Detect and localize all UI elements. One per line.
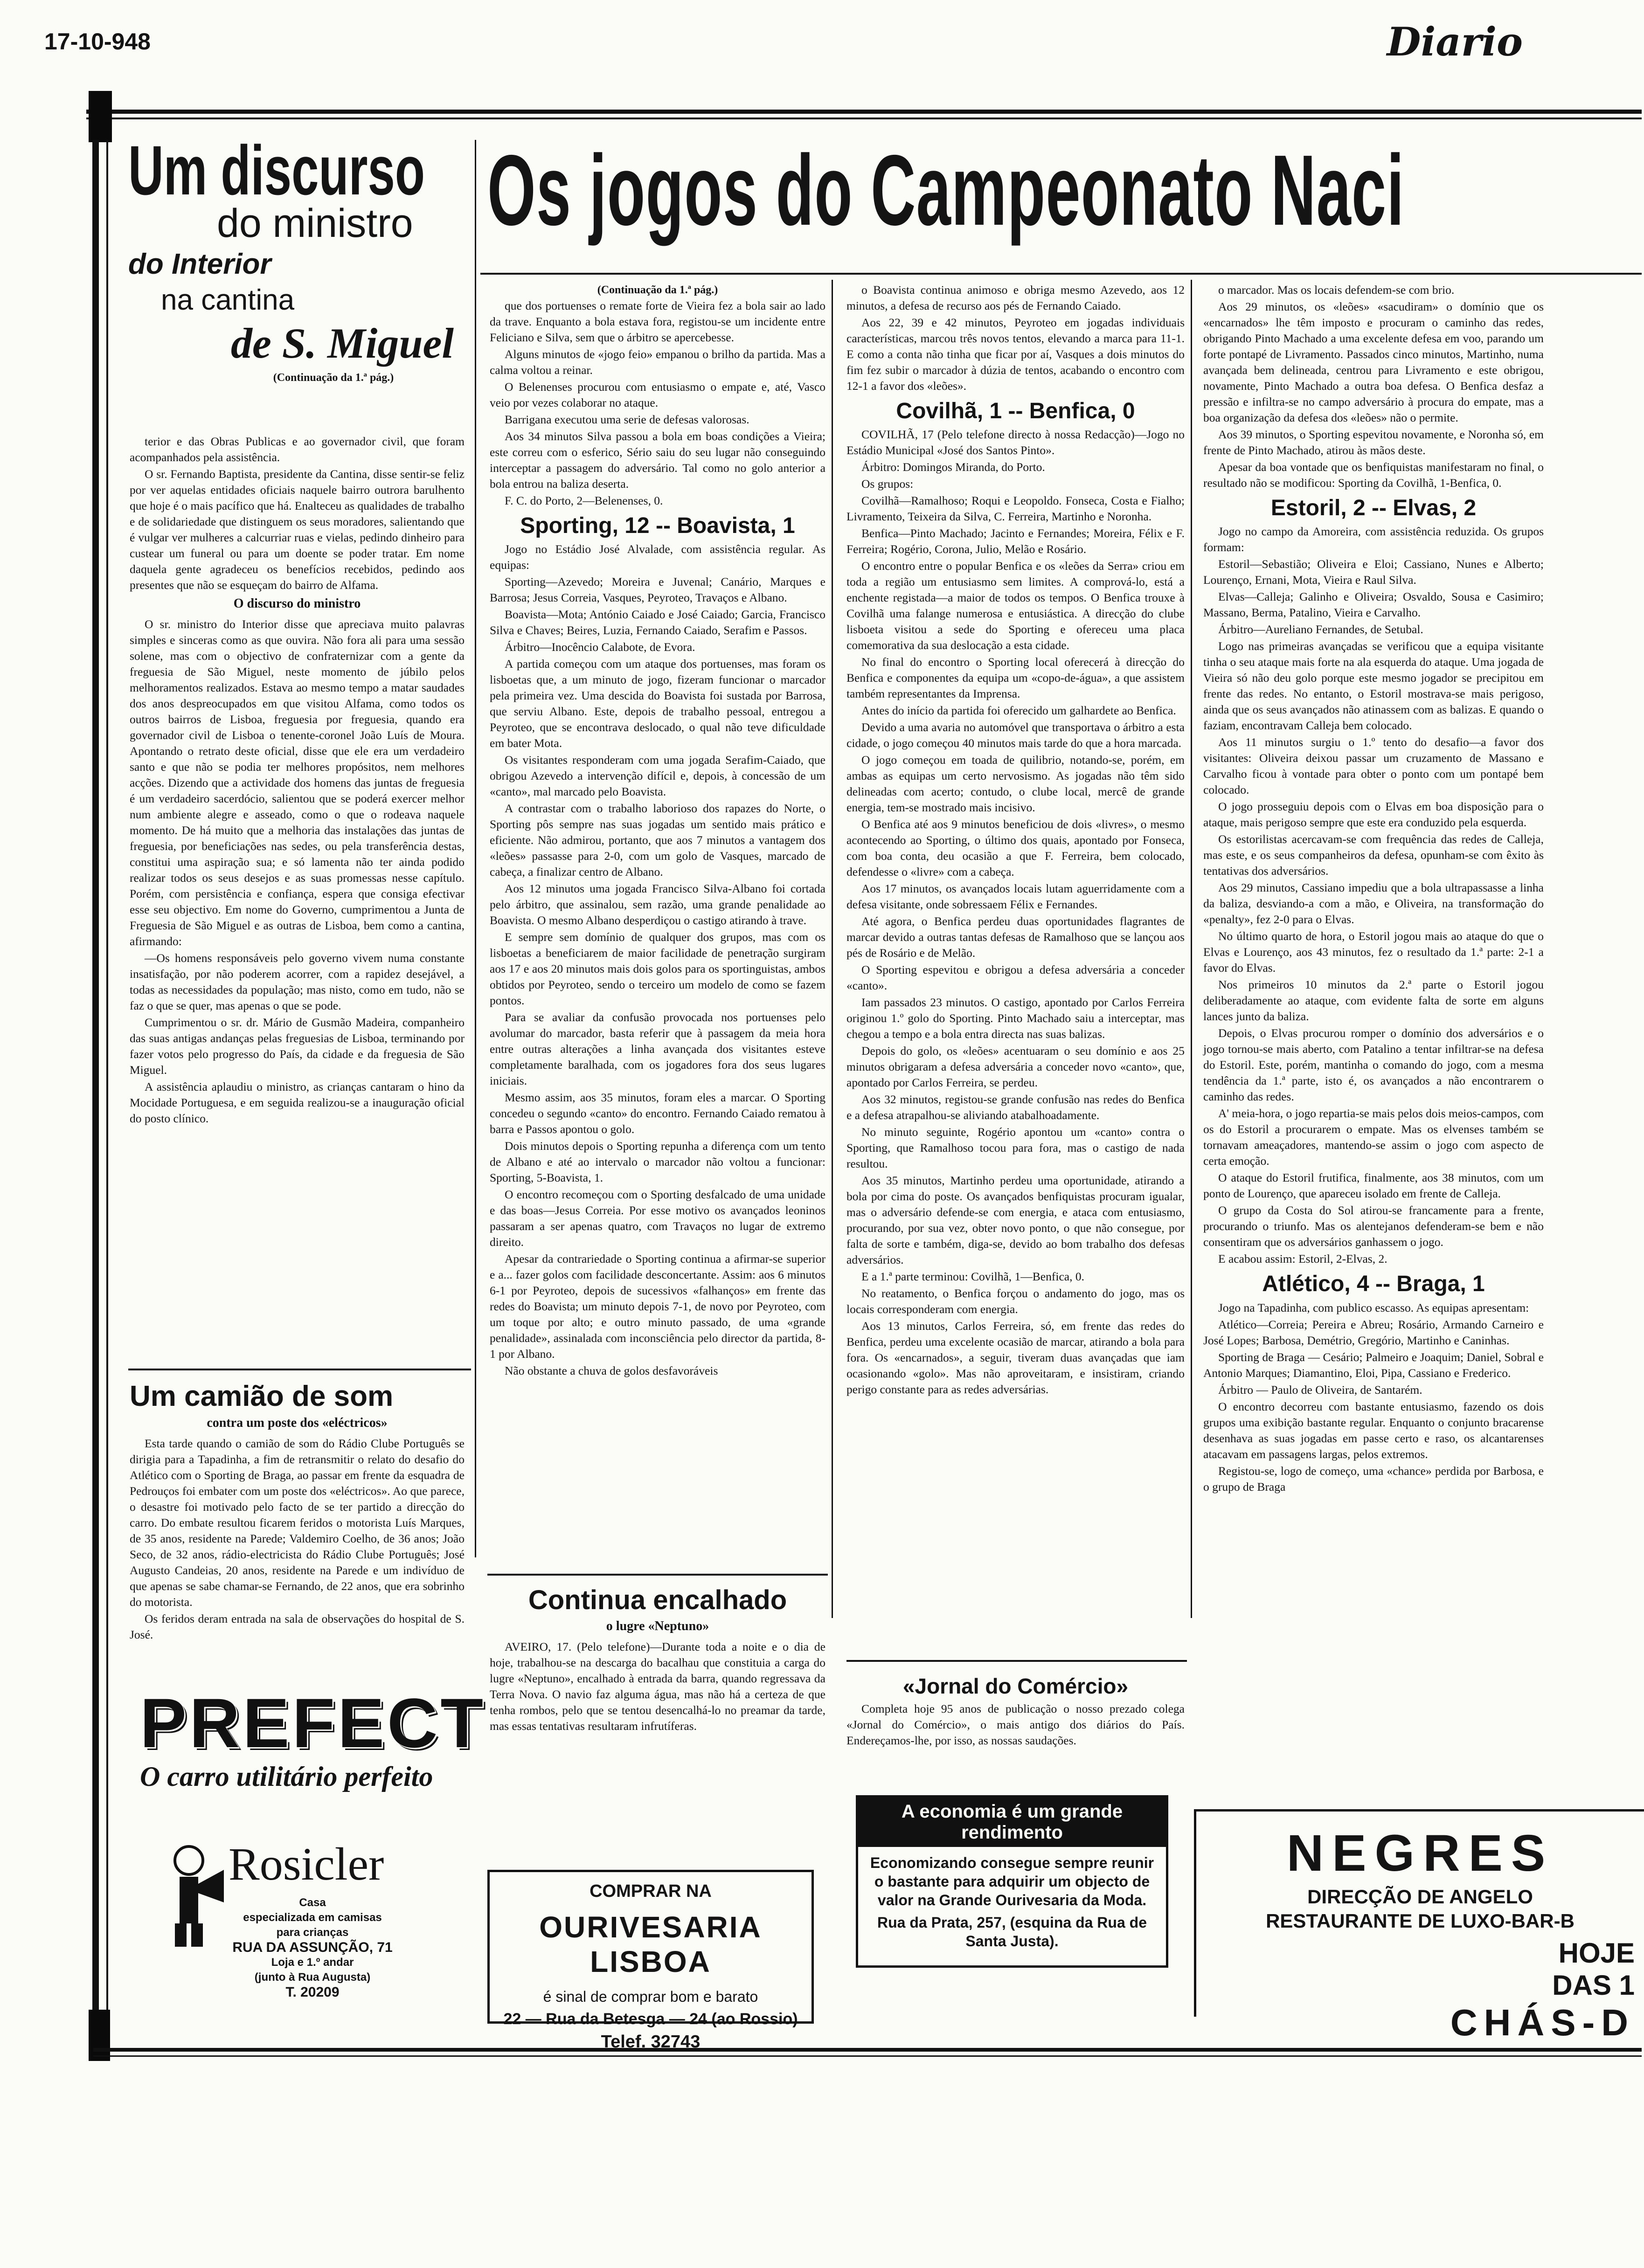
corner-marker-bottom [89,2010,110,2061]
negresco-line: RESTAURANTE DE LUXO-BAR-B [1266,1910,1575,1932]
negresco-line: HOJE [1558,1937,1635,1969]
top-rule-thin [86,118,1642,119]
paragraph: Depois do golo, os «leões» acentuaram o seu domínio e aos 25 minutos obrigaram a defesa adversária a conceder novo «canto», que, apontado por Carlos Ferreira, se perdeu. [846,1044,1185,1090]
headline-camiao: Um camião de som [130,1380,394,1412]
paragraph: O encontro decorreu com bastante entusiasmo, fazendo os dois grupos uma exibição bastante regular. Enquanto o conjunto bracarense desenhava as suas jogadas em passe certo e raso, os alcantarenses atacavam em passagens largas, pelos extremos. [1203,1399,1544,1461]
paragraph: O jogo começou em toada de quilibrio, notando-se, porém, em ambas as equipas um certo nervosismo. As jogadas não têm sido delineadas com acerto; contudo, o clube local, mercê de grande energia, tem-se mostrado mais incisivo. [846,753,1185,815]
negresco-name: NEGRES [1286,1825,1554,1882]
paragraph: O ataque do Estoril frutifica, finalmente, aos 38 minutos, com um ponto de Lourenço, que apareceu isolado em frente de Calleja. [1203,1171,1544,1201]
paragraph: Jogo na Tapadinha, com publico escasso. As equipas apresentam: [1218,1300,1529,1314]
paragraph: Aos 12 minutos uma jogada Francisco Silva-Albano foi cortada pelo árbitro, que assinalou, sem razão, uma grande penalidade ao Boavista. O mesmo Albano desperdiçou o castigo atirando à trave. [490,882,825,927]
paragraph: Antes do início da partida foi oferecido um galhardete ao Benfica. [861,704,1176,718]
continuation-note: (Continuação da 1.ª pág.) [273,372,394,384]
ourivesaria-line: é sinal de comprar bom e barato [543,1988,758,2005]
paragraph: Elvas—Calleja; Galinho e Oliveira; Osvaldo, Sousa e Casimiro; Massano, Berma, Patalino, Vieira e Carvalho. [1203,590,1544,620]
column-3-body [846,282,1185,1625]
ad-negresco [1194,1809,1644,2043]
top-rule [86,110,1642,114]
headline-jornal-comercio: «Jornal do Comércio» [902,1674,1129,1698]
paragraph: Árbitro — Paulo de Oliveira, de Santarém. [1218,1383,1422,1397]
paragraph: Completa hoje 95 anos de publicação o nosso prezado colega «Jornal do Comércio», o mais antigo dos diários do País. Endereçamos-lhe, por isso, as nossas saudações. [846,1702,1185,1748]
paragraph: Os visitantes responderam com uma jogada Serafim-Caiado, que obrigou Azevedo a intervenção difícil e, depois, à concessão de um «canto», mal marcado pelo Boavista. [490,753,825,799]
paragraph: Aos 29 minutos, os «leões» «sacudiram» o domínio que os «encarnados» lhe têm imposto e procuram o caminho das redes, obrigando Pinto Machado a uma excelente defesa em voo, parando um forte pontapé de Livramento. Passados cinco minutos, Martinho, numa avançada bem delineada, centrou para Livramento e este obrigou, novamente, Pinto Machado a outra boa defesa. O Benfica desfaz a pressão e infiltra-se no campo adversário à procura do empate, mas a boa organização da defesa dos «leões» não o permite. [1203,300,1544,424]
rosicler-line: RUA DA ASSUNÇÃO, 71 [232,1940,393,1955]
headline-underline [480,273,1642,275]
paragraph: O encontro entre o popular Benfica e os «leões da Serra» criou em toda a região um entusiasmo sem limites. A comprová-lo, está a enchente registada—a maior de todos os tempos. O Benfica trouxe à Covilhã uma falange numerosa e entusiástica. A direcção do clube lisboeta visitou a sede do Sporting e ofereceu uma placa comemorativa da sua deslocação a esta cidade. [846,559,1185,652]
bottom-rule-thin [93,2055,1642,2057]
rosicler-line: Casa [299,1896,326,1909]
paragraph: No último quarto de hora, o Estoril jogou mais ao ataque do que o Elvas e Lourenço, aos 43 minutos, fez o resultado da 1.ª parte: 2-1 a favor do Elvas. [1203,929,1544,975]
column-rule-3 [1191,280,1192,1618]
paragraph: —Os homens responsáveis pelo governo vivem numa constante insatisfação, por não poderem acorrer, com a rapidez desejável, a todas as necessidades da população; mas nisto, como em tudo, não se faz o que se quer, mas apenas o que se pode. [130,951,465,1012]
paragraph: Esta tarde quando o camião de som do Rádio Clube Português se dirigia para a Tapadinha, a fim de retransmitir o relato do desafio do Atlético com o Sporting de Braga, ao passar em frente da esquadra de Pedrouços foi embater com um poste dos «eléctricos». Ao que parece, o desastre foi motivado pelo facto de se ter partido a direcção do carro. Do embate resultou ficarem feridos o motorista Luís Marques, de 35 anos, residente na Parede; Valdemiro Coelho, de 36 anos; João Seco, de 32 anos, rádio-electricista do Rádio Clube Português; José Augusto Candeias, 20 anos, residente na Parede e um indivíduo de que apenas se sabe chamar-se Fernando, de 22 anos, que era sobrinho do motorista. [130,1437,465,1609]
megaphone-icon [154,1842,224,1949]
paragraph: Aos 11 minutos surgiu o 1.º tento do desafio—a favor dos visitantes: Oliveira deixou passar um cruzamento de Massano e Carvalho ficou à vontade para obter o ponto com um pontapé bem colocado. [1203,735,1544,797]
ad-rosicler [154,1837,480,2033]
paragraph: O Belenenses procurou com entusiasmo o empate e, até, Vasco veio por vezes colaborar no ataque. [490,380,825,409]
paragraph: A' meia-hora, o jogo repartia-se mais pelos dois meios-campos, com os do Estoril a procurarem o empate. Mas os elvenses também se tornavam ameaçadores, mantendo-se assim o jogo com aspecto de certa emoção. [1203,1106,1544,1168]
paragraph: Benfica—Pinto Machado; Jacinto e Fernandes; Moreira, Félix e F. Ferreira; Rogério, Corona, Julio, Melão e Rosário. [846,526,1185,556]
paragraph: Covilhã—Ramalhoso; Roqui e Leopoldo. Fonseca, Costa e Fialho; Livramento, Teixeira da Silva, C. Ferreira, Martinho e Noronha. [846,494,1185,524]
paragraph: Apesar da contrariedade o Sporting continua a afirmar-se superior e a... fazer golos com facilidade desconcertante. Assim: aos 6 minutos 6-1 por Peyroteo, depois de sucessivos «falhanços» em frente das redes do Boavista; um minuto depois 7-1, de novo por Peyroteo, com um toque por alto; e outro minuto passado, de uma «grande penalidade», assinalada com inconsciência pelo director da partida, 8-1 por Albano. [490,1252,825,1361]
left-border-thin [106,140,108,2038]
rosicler-line: especializada em camisas [243,1911,382,1924]
title-line-3: do Interior [128,248,271,280]
page-date: 17-10-948 [44,28,151,55]
paragraph: Atlético—Correia; Pereira e Abreu; Rosário, Armando Carneiro e José Lopes; Barbosa, Demétrio, Gregório, Martinho e Caninhas. [1203,1317,1544,1347]
title-line-2: do ministro [217,201,413,246]
paragraph: Logo nas primeiras avançadas se verificou que a equipa visitante tinha o seu ataque mais forte na ala esquerda do ataque. Uma jogada de Vieira só não deu golo porque este mesmo jogador se precipitou em frente das redes. No entanto, o Estoril mostrava-se mais perigoso, ainda que os seus avançados não atinassem com as balizas. E quando o faziam, encontravam Calleja bem colocado. [1203,639,1544,733]
paragraph: F. C. do Porto, 2—Belenenses, 0. [505,494,663,507]
ad-economia [856,1795,1168,1968]
column-rule-1 [475,140,476,1557]
ad-ourivesaria-lisboa [487,1870,814,2052]
title-line-4: na cantina [161,284,295,316]
headline-estoril-elvas: Estoril, 2 -- Elvas, 2 [1270,496,1477,520]
article-encalhado [490,1581,825,1781]
paragraph: A contrastar com o trabalho laborioso dos rapazes do Norte, o Sporting pôs sempre nas suas jogadas um sentido mais prático e eficiente. Não admirou, portanto, que aos 7 minutos a vantagem dos «leões» passasse para 2-0, com um golo de Vasques, marcado de cabeça, a finalizar centro de Albano. [490,802,825,879]
article-discurso-title [128,131,469,424]
paragraph: E a 1.ª parte terminou: Covilhã, 1—Benfica, 0. [861,1270,1084,1284]
main-headline: Os jogos do Campeonato Naci [487,134,1405,246]
paragraph: Aos 34 minutos Silva passou a bola em boas condições a Vieira; este correu com o esferico, Sério saiu do seu lugar não conseguindo interceptar a passagem do adversário. Tal como no golo anterior a bola entrou na baliza deserta. [490,429,825,491]
column-4-body [1203,282,1544,1793]
subhead: O discurso do ministro [233,596,361,611]
paragraph: Estoril—Sebastião; Oliveira e Eloi; Cassiano, Nunes e Alberto; Lourenço, Ernani, Mota, Vieira e Raul Silva. [1203,557,1544,587]
section-rule [487,1574,828,1576]
paragraph: E sempre sem domínio de qualquer dos grupos, mas com os lisboetas a beneficiarem de maior facilidade de penetração surgiram aos 17 e aos 20 minutos mais dois golos para os sportinguistas, ambos obtidos por Peyroteo, sendo o terceiro um modelo de como se fazem pontos. [490,930,825,1008]
paragraph: Devido a uma avaria no automóvel que transportava o árbitro a esta cidade, o jogo começou 40 minutos mais tarde do que a hora marcada. [846,720,1185,750]
rosicler-details [229,1895,396,2000]
paragraph: Aos 22, 39 e 42 minutos, Peyroteo em jogadas individuais características, marcou três novos tentos, elevando a marca para 11-1. E como a conta não tinha que ficar por aí, Vasques a dois minutos do fim fez subir o marcador à dúzia de tentos, acabando o encontro com 12-1 a favor dos «leões». [846,316,1185,393]
prefect-logo: PREFECT [140,1684,486,1762]
paragraph: Apesar da boa vontade que os benfiquistas manifestaram no final, o resultado não se modificou: Sporting da Covilhã, 1-Benfica, 0. [1203,460,1544,490]
rosicler-line: T. 20209 [285,1984,340,2000]
paragraph: O Benfica até aos 9 minutos beneficiou de dois «livres», o mesmo acontecendo ao Sporting, o último dos quais, apontado por Fonseca, com boa conta, deu ocasião a que F. Ferreira, bem colocado, defendesse o «livre» com a cabeça. [846,817,1185,879]
paragraph: Iam passados 23 minutos. O castigo, apontado por Carlos Ferreira originou 1.º golo do Sporting. Pinto Machado saiu a interceptar, mas chegou a tempo e a bola entra directa nas suas balizas. [846,996,1185,1041]
paragraph: Até agora, o Benfica perdeu duas oportunidades flagrantes de marcar devido a outras tantas defesas de Ramalhoso que se lançou aos pés de Rosário e de Melão. [846,914,1185,960]
ourivesaria-phone: Telef. 32743 [601,2032,701,2052]
rosicler-line: (junto à Rua Augusta) [254,1971,371,1984]
article-jornal-comercio [846,1669,1185,1781]
paragraph: Os estorilistas acercavam-se com frequência das redes de Calleja, mas este, e os seus companheiros da defesa, opunham-se com êxito às tentativas dos adversários. [1203,832,1544,878]
ad-prefect [140,1684,486,1828]
paragraph: No reatamento, o Benfica forçou o andamento do jogo, mas os locais corresponderam com energia. [846,1286,1185,1316]
paragraph: Aos 29 minutos, Cassiano impediu que a bola ultrapassasse a linha da baliza, desviando-a com a mão, e Oliveira, na transformação do «penalty», fez 2-0 para o Elvas. [1203,881,1544,927]
rosicler-line: Loja e 1.º andar [271,1956,354,1969]
masthead: Diario [1387,19,1523,65]
bottom-rule [93,2048,1642,2052]
headline-atletico-braga: Atlético, 4 -- Braga, 1 [1262,1272,1485,1297]
rosicler-line: para crianças [276,1926,349,1939]
paragraph: Para se avaliar da confusão provocada nos portuenses pelo avolumar do marcador, basta referir que à passagem da meia hora entre outras alterações a linha avançada dos visitantes esteve completamente baralhada, com os jogadores fora dos seus lugares iniciais. [490,1010,825,1088]
paragraph: Mesmo assim, aos 35 minutos, foram eles a marcar. O Sporting concedeu o segundo «canto» do encontro. Fernando Caiado rematou à barra e Passos apontou o golo. [490,1091,825,1136]
negresco-line: CHÁS-D [1450,2002,1635,2043]
subhead-encalhado: o lugre «Neptuno» [606,1618,709,1633]
ourivesaria-line: COMPRAR NA [590,1881,712,1901]
paragraph: Boavista—Mota; António Caiado e José Caiado; Garcia, Francisco Silva e Chaves; Beires, Luzia, Fernando Caiado, Serafim e Passos. [490,608,825,637]
paragraph: Aos 32 minutos, registou-se grande confusão nas redes do Benfica e a defesa atrapalhou-se aliviando atabalhoadamente. [846,1093,1185,1122]
paragraph: E acabou assim: Estoril, 2-Elvas, 2. [1218,1252,1387,1266]
section-rule [128,1369,471,1370]
paragraph: No minuto seguinte, Rogério apontou um «canto» contra o Sporting, que Ramalhoso tocou para fora, mas o castigo de nada resultou. [846,1125,1185,1171]
paragraph: Aos 39 minutos, o Sporting espevitou novamente, e Noronha só, em frente de Pinto Machado, atirou às mãos deste. [1203,428,1544,457]
paragraph: O grupo da Costa do Sol atirou-se francamente para a frente, procurando o triunfo. Mas os alentejanos defenderam-se bem e não consentiram que os adversários ganhassem o jogo. [1203,1203,1544,1249]
paragraph: Os grupos: [861,477,914,491]
paragraph: Árbitro: Domingos Miranda, do Porto. [861,460,1045,474]
paragraph: o marcador. Mas os locais defendem-se com brio. [1218,283,1455,297]
paragraph: Não obstante a chuva de golos desfavoráveis [505,1364,718,1378]
paragraph: A partida começou com um ataque dos portuenses, mas foram os lisboetas que, a um minuto de jogo, fizeram funcionar o marcador pela primeira vez. Uma descida do Boavista foi sustada por Barrosa, que serviu Albano. Este, depois de trabalho pessoal, entregou a Peyroteo, que se encontrava deslocado, o qual não teve dificuldade em bater Mota. [490,657,825,750]
headline-covilha-benfica: Covilhã, 1 -- Benfica, 0 [896,399,1135,423]
paragraph: Aos 17 minutos, os avançados locais lutam aguerridamente com a defesa visitante, onde sobressaem Félix e Fernandes. [846,882,1185,912]
paragraph: Árbitro—Inocêncio Calabote, de Evora. [505,640,695,654]
prefect-tagline: O carro utilitário perfeito [140,1761,433,1792]
negresco-line: DAS 1 [1552,1970,1635,2001]
paragraph: A assistência aplaudiu o ministro, as crianças cantaram o hino da Mocidade Portuguesa, e em seguida realizou-se a inauguração oficial do posto clínico. [130,1080,465,1125]
paragraph: O Sporting espevitou e obrigou a defesa adversária a conceder «canto». [846,963,1185,993]
column-1-body [130,434,465,1348]
paragraph: Depois, o Elvas procurou romper o domínio dos adversários e o jogo tornou-se mais aberto, com Patalino a tentar infiltrar-se na defesa do Estoril. Este, porém, mantinha o comando do jogo, com a mesma tendência da 1.ª parte, isto é, os avançados a não encontrarem o caminho das redes. [1203,1026,1544,1104]
paragraph: que dos portuenses o remate forte de Vieira fez a bola sair ao lado da trave. Enquanto a bola estava fora, registou-se um incidente entre Feliciano e Silva, sem que o árbitro se apercebesse. [490,299,825,344]
paragraph: Cumprimentou o sr. dr. Mário de Gusmão Madeira, companheiro das suas antigas andanças pelas freguesias de Lisboa, terminando por fazer votos pelo progresso do País, da cidade e da freguesia de São Miguel. [130,1016,465,1077]
subhead-camiao: contra um poste dos «eléctricos» [207,1416,388,1431]
article-camiao [130,1376,465,1646]
headline-sporting-boavista: Sporting, 12 -- Boavista, 1 [520,513,795,538]
continuation-note: (Continuação da 1.ª pág.) [597,284,718,296]
economia-title: A economia é um grande rendimento [858,1798,1166,1847]
paragraph: Os feridos deram entrada na sala de observações do hospital de S. José. [130,1612,465,1642]
section-rule [846,1660,1187,1662]
economia-address: Rua da Prata, 257, (esquina da Rua de Santa Justa). [877,1914,1147,1950]
title-line-1: Um discurso [128,131,425,209]
paragraph: AVEIRO, 17. (Pelo telefone)—Durante toda a noite e o dia de hoje, trabalhou-se na descarga do bacalhau que constituia a carga do lugre «Neptuno», encalhado à entrada da barra, quando regressava da Terra Nova. O navio faz alguma água, mas não há a certeza de que tenha rombos, pelo que se tentou desencalhá-lo no preamar da tarde, mas essas tentativas resultaram infrutíferas. [490,1639,825,1733]
paragraph: Jogo no Estádio José Alvalade, com assistência regular. As equipas: [490,542,825,572]
headline-encalhado: Continua encalhado [528,1585,787,1615]
paragraph: O sr. Fernando Baptista, presidente da Cantina, disse sentir-se feliz por ver aquelas entidades oficiais naquele bairro outrora barulhento que hoje é o mais pacífico que há. Enalteceu as qualidades de trabalho e de solidariedade que distinguem os seus moradores, salientando que é vulgar ver mulheres a calcurriar ruas e vielas, pedindo dinheiro para custear um funeral ou para um doente se poder tratar. Em nome daquela gente agradeceu os benefícios recebidos, pedindo aos presentes que não se esqueçam do bairro de Alfama. [130,467,465,592]
paragraph: Dois minutos depois o Sporting repunha a diferença com um tento de Albano e até ao intervalo o marcador não voltou a funcionar: Sporting, 5-Boavista, 1. [490,1139,825,1185]
paragraph: Sporting de Braga — Cesário; Palmeiro e Joaquim; Daniel, Sobral e Antonio Marques; Diamantino, Eloi, Pipa, Cassiano e Frederico. [1203,1350,1544,1380]
paragraph: Nos primeiros 10 minutos da 2.ª parte o Estoril jogou deliberadamente ao ataque, com evidente falta de sorte em alguns lances junto da baliza. [1203,978,1544,1023]
column-rule-2 [832,280,833,1618]
negresco-line: DIRECÇÃO DE ANGELO [1307,1886,1533,1908]
paragraph: COVILHÃ, 17 (Pelo telefone directo à nossa Redacção)—Jogo no Estádio Municipal «José dos Santos Pinto». [846,428,1185,457]
rosicler-logo: Rosicler [229,1838,384,1890]
paragraph: O sr. ministro do Interior disse que apreciava muito palavras simples e sinceras como as que ouvira. Não fora ali para uma sessão solene, mas com o objectivo de confraternizar com a gente da freguesia de São Miguel, neste momento de júbilo pelos melhoramentos realizados. Estava ao mesmo tempo a matar saudades dos anos despreocupados em que visitou Alfama, como todos os outros bairros de Lisboa, freguesia por freguesia, quando era governador civil de Lisboa o tenente-coronel João Luís de Moura. Apontando o retrato deste oficial, disse que ele era um verdadeiro santo e que não se podia ter melhores propósitos, nem melhores acções. Dizendo que a actividade dos homens das juntas de freguesia é um verdadeiro sacerdócio, salientou que se poderá exercer melhor num ambiente alegre e asseado, como o que o rodeava naquele momento. De há muito que a melhoria das instalações das juntas de freguesia, por beneficiações nas sedes, ou pela transferência destas, constitui uma aspiração sua; e só lamenta não ter ainda podido realizar todos os seus desejos e as suas promessas nesse capítulo. Porém, com persistência e confiança, espera que consiga efectivar esse seu objectivo. Em nome do Governo, cumprimentou a Junta de Freguesia de São Miguel e as outras de Lisboa, bem como a cantina, afirmando: [130,617,465,948]
paragraph: Alguns minutos de «jogo feio» empanou o brilho da partida. Mas a calma voltou a reinar. [490,347,825,377]
paragraph: Sporting—Azevedo; Moreira e Juvenal; Canário, Marques e Barrosa; Jesus Correia, Vasques, Peyroteo, Travaços e Albano. [490,575,825,605]
column-2-body [490,282,825,1438]
economia-text: Economizando consegue sempre reunir o bastante para adquirir um objecto de valor na Grande Ourivesaria da Moda. [870,1854,1154,1908]
paragraph: O jogo prosseguiu depois com o Elvas em boa disposição para o ataque, mais perigoso sempre que este era conduzido pela esquerda. [1203,800,1544,830]
ourivesaria-address: 22 — Rua da Betesga — 24 (ao Rossio) [503,2010,798,2028]
paragraph: Barrigana executou uma serie de defesas valorosas. [505,413,749,426]
corner-marker-top [89,91,112,142]
paragraph: o Boavista continua animoso e obriga mesmo Azevedo, aos 12 minutos, a defesa de recurso aos pés de Fernando Caiado. [846,283,1185,312]
left-border [92,140,99,2038]
paragraph: terior e das Obras Publicas e ao governador civil, que foram acompanhados pela assistência. [130,435,465,464]
paragraph: No final do encontro o Sporting local oferecerá à direcção do Benfica e componentes da equipa um «copo-de-água», a que assistem também representantes da Imprensa. [846,655,1185,701]
paragraph: O encontro recomeçou com o Sporting desfalcado de uma unidade e das boas—Jesus Correia. Por esse motivo os avançados leoninos passaram a ser apenas quatro, com Travaços no lugar de extremo direito. [490,1188,825,1249]
ourivesaria-name: OURIVESARIA LISBOA [539,1910,762,1978]
title-line-5: de S. Miguel [231,319,454,367]
paragraph: Aos 35 minutos, Martinho perdeu uma oportunidade, atirando a bola por cima do poste. Os avançados benfiquistas procuram igualar, mas o adversário defende-se com energia, e ataca com entusiasmo, procurando, por sua vez, obter novo ponto, o que não consegue, por falta de sorte e também, diga-se, devido ao bom trabalho dos defesas adversários. [846,1174,1185,1267]
paragraph: Árbitro—Aureliano Fernandes, de Setubal. [1218,622,1423,636]
paragraph: Jogo no campo da Amoreira, com assistência reduzida. Os grupos formam: [1203,525,1544,554]
paragraph: Registou-se, logo de começo, uma «chance» perdida por Barbosa, e o grupo de Braga [1203,1464,1544,1494]
paragraph: Aos 13 minutos, Carlos Ferreira, só, em frente das redes do Benfica, perdeu uma excelente ocasião de marcar, atirando a bola para fora. Os «encarnados», a seguir, tiveram duas avançadas que iam ocasionando «golo». Mas não aproveitaram, e insistiram, criando perigo constante para as redes adversárias. [846,1319,1185,1397]
